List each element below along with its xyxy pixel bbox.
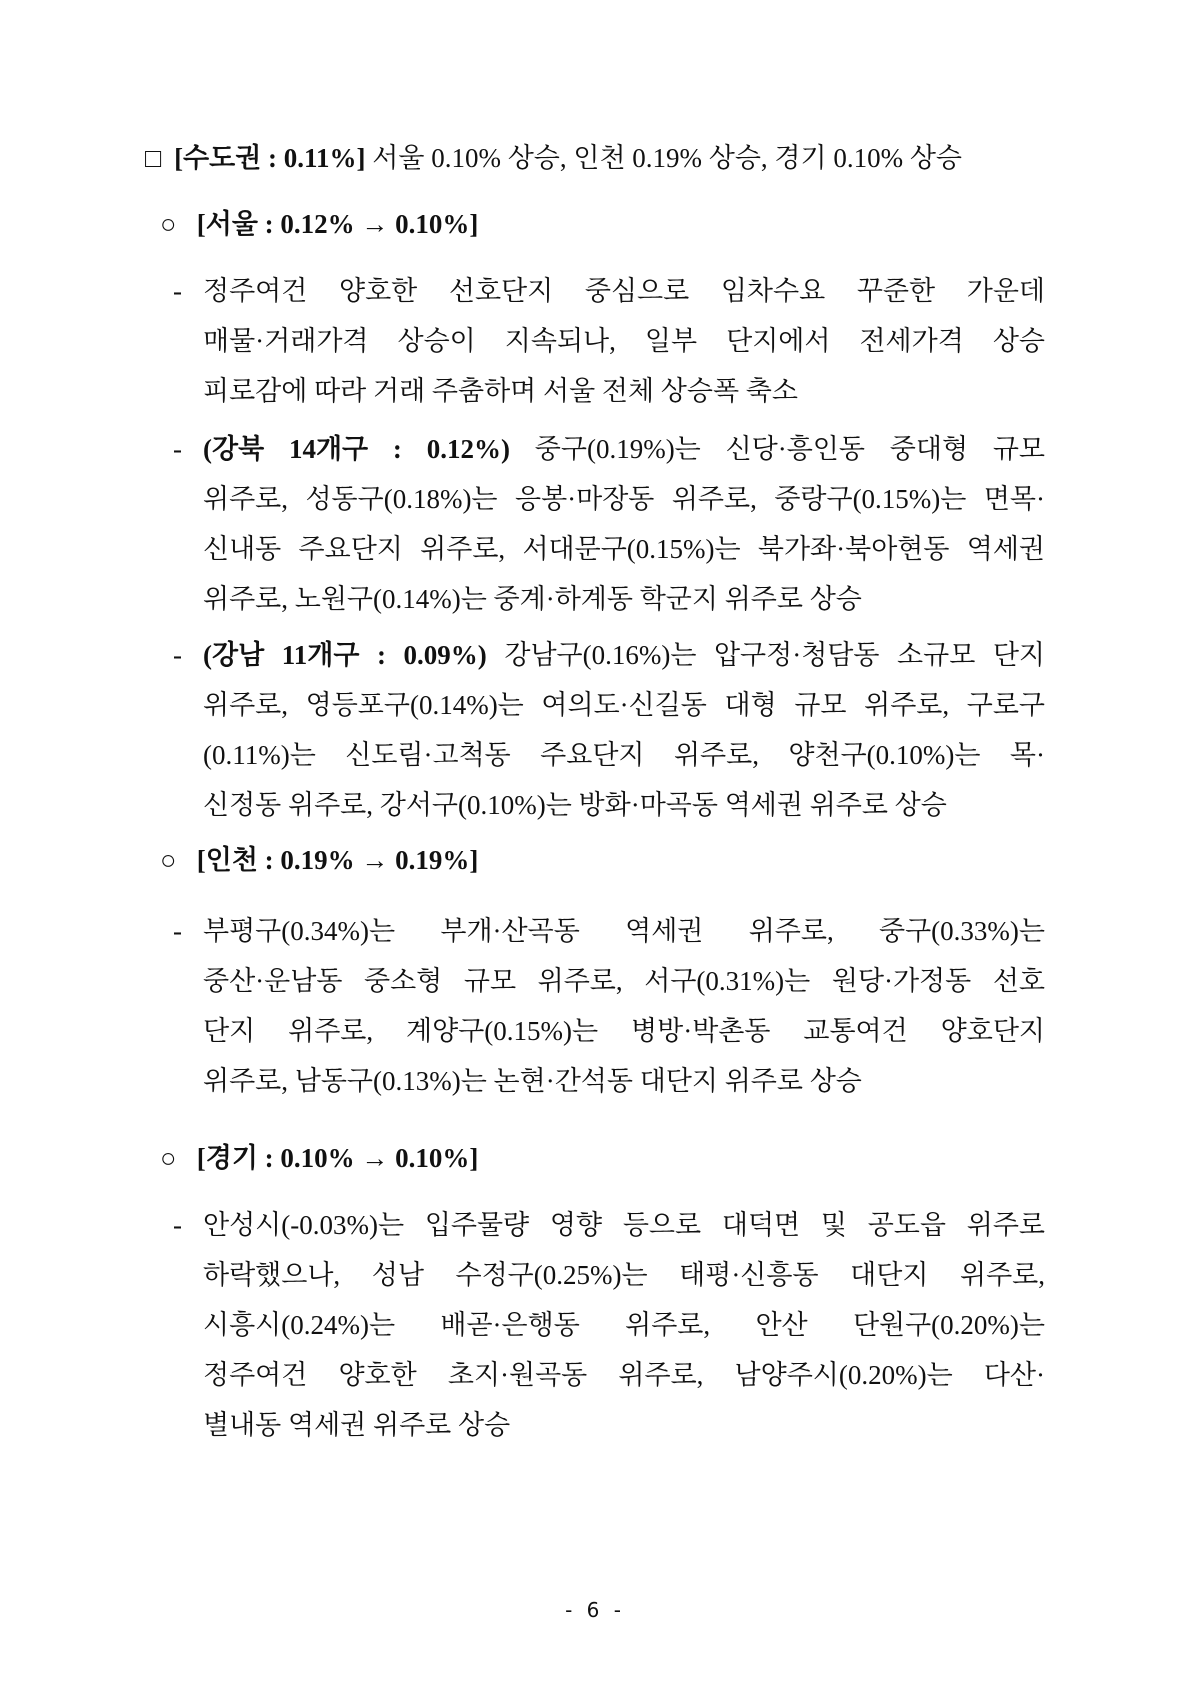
text-line: 안성시(-0.03%)는 입주물량 영향 등으로 대덕면 및 공도읍 위주로 bbox=[203, 1210, 1045, 1240]
text-line: (0.11%)는 신도림·고척동 주요단지 위주로, 양천구(0.10%)는 목· bbox=[203, 740, 1045, 770]
text-line: 신정동 위주로, 강서구(0.10%)는 방화·마곡동 역세권 위주로 상승 bbox=[203, 790, 947, 820]
region-title: [인천 : 0.19% → 0.19%] bbox=[196, 845, 479, 875]
circle-bullet-icon: ○ bbox=[160, 209, 177, 239]
list-item bbox=[165, 906, 1045, 1106]
header-bracket: [수도권 : 0.11%] bbox=[174, 143, 366, 173]
text-line: 위주로, 성동구(0.18%)는 응봉·마장동 위주로, 중랑구(0.15%)는 면목· bbox=[203, 484, 1045, 514]
text-line: 매물·거래가격 상승이 지속되나, 일부 단지에서 전세가격 상승 bbox=[203, 326, 1045, 356]
district-label: (강북 14개구 : 0.12%) bbox=[203, 434, 510, 464]
region-heading-seoul bbox=[160, 204, 478, 244]
text-line bbox=[165, 424, 1045, 474]
page-number: - 6 - bbox=[565, 1598, 625, 1622]
region-heading-incheon bbox=[160, 840, 478, 880]
dash-marker: - bbox=[173, 1210, 182, 1240]
list-item bbox=[165, 630, 1045, 830]
section-header bbox=[145, 138, 1045, 178]
text-line: 중산·운남동 중소형 규모 위주로, 서구(0.31%)는 원당·가정동 선호 bbox=[203, 966, 1045, 996]
text-line: 부평구(0.34%)는 부개·산곡동 역세권 위주로, 중구(0.33%)는 bbox=[203, 916, 1045, 946]
text-line: 피로감에 따라 거래 주춤하며 서울 전체 상승폭 축소 bbox=[203, 376, 798, 406]
region-heading-gyeonggi bbox=[160, 1138, 478, 1178]
circle-bullet-icon: ○ bbox=[160, 1143, 177, 1173]
line-text: 중구(0.19%)는 신당·흥인동 중대형 규모 bbox=[534, 434, 1046, 464]
region-title: [서울 : 0.12% → 0.10%] bbox=[196, 209, 479, 239]
list-item bbox=[165, 266, 1045, 416]
text-line: 신내동 주요단지 위주로, 서대문구(0.15%)는 북가좌·북아현동 역세권 bbox=[203, 534, 1045, 564]
text-line bbox=[165, 630, 1045, 680]
text-line: 단지 위주로, 계양구(0.15%)는 병방·박촌동 교통여건 양호단지 bbox=[203, 1016, 1045, 1046]
list-item bbox=[165, 1200, 1045, 1450]
region-title: [경기 : 0.10% → 0.10%] bbox=[196, 1143, 479, 1173]
circle-bullet-icon: ○ bbox=[160, 845, 177, 875]
dash-marker: - bbox=[173, 276, 182, 306]
header-summary: 서울 0.10% 상승, 인천 0.19% 상승, 경기 0.10% 상승 bbox=[372, 143, 963, 173]
dash-marker: - bbox=[173, 640, 182, 670]
text-line: 시흥시(0.24%)는 배곧·은행동 위주로, 안산 단원구(0.20%)는 bbox=[203, 1310, 1045, 1340]
text-line: 위주로, 영등포구(0.14%)는 여의도·신길동 대형 규모 위주로, 구로구 bbox=[203, 690, 1045, 720]
text-line: 정주여건 양호한 선호단지 중심으로 임차수요 꾸준한 가운데 bbox=[203, 276, 1045, 306]
checkbox-square-icon: □ bbox=[145, 143, 162, 173]
text-line: 정주여건 양호한 초지·원곡동 위주로, 남양주시(0.20%)는 다산· bbox=[203, 1360, 1045, 1390]
text-line: 위주로, 노원구(0.14%)는 중계·하계동 학군지 위주로 상승 bbox=[203, 584, 862, 614]
district-label: (강남 11개구 : 0.09%) bbox=[203, 640, 487, 670]
dash-marker: - bbox=[173, 916, 182, 946]
list-item bbox=[165, 424, 1045, 624]
text-line: 별내동 역세권 위주로 상승 bbox=[203, 1410, 511, 1440]
text-line: 하락했으나, 성남 수정구(0.25%)는 태평·신흥동 대단지 위주로, bbox=[203, 1260, 1045, 1290]
line-text: 강남구(0.16%)는 압구정·청담동 소규모 단지 bbox=[504, 640, 1046, 670]
text-line: 위주로, 남동구(0.13%)는 논현·간석동 대단지 위주로 상승 bbox=[203, 1066, 862, 1096]
dash-marker: - bbox=[173, 434, 182, 464]
